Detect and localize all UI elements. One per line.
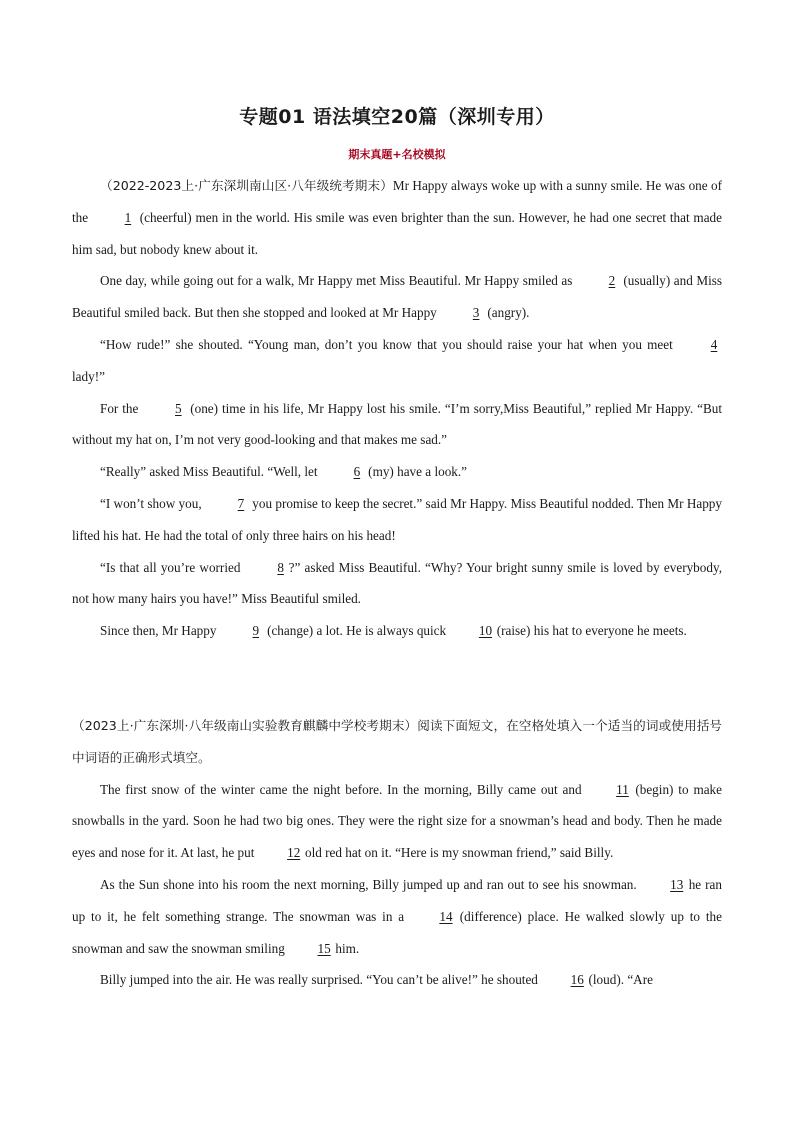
text: (difference) place. He walked slowly up to the snowman and saw the snowman smiling xyxy=(72,908,722,956)
text: him. xyxy=(332,940,360,956)
source-note xyxy=(72,710,722,774)
text: (angry). xyxy=(484,305,530,321)
blank-2: 2 xyxy=(608,273,616,289)
paragraph xyxy=(72,393,722,457)
blank-6: 6 xyxy=(353,464,361,480)
text: Since then, Mr Happy xyxy=(100,623,220,639)
text: (my) have a look.” xyxy=(364,464,468,480)
paragraph xyxy=(72,774,722,869)
text: (raise) his hat to everyone he meets. xyxy=(493,623,687,639)
text: he ran up to it, he felt something strange. The snowman was in a xyxy=(72,876,722,924)
text: (change) a lot. He is always quick xyxy=(263,623,450,639)
page-title: 专题01 语法填空20篇（深圳专用） xyxy=(239,106,555,128)
blank-16: 16 xyxy=(570,972,584,988)
text: (usually) and Miss Beautiful smiled back. But then she stopped and looked at Mr Happy xyxy=(72,273,722,321)
paragraph xyxy=(72,170,722,265)
blank-7: 7 xyxy=(237,495,245,511)
paragraph xyxy=(72,329,722,393)
paragraph xyxy=(72,456,722,488)
text: (one) time in his life, Mr Happy lost his smile. “I’m sorry,Miss Beautiful,” replied Mr Happy. “But without my hat on, I’m not very good-looking and that makes me sad.” xyxy=(72,400,722,448)
blank-4: 4 xyxy=(710,336,718,352)
blank-1: 1 xyxy=(124,209,132,225)
blank-14: 14 xyxy=(439,908,453,924)
text: “I won’t show you, xyxy=(100,495,205,511)
text: “Really” asked Miss Beautiful. “Well, let xyxy=(100,464,321,480)
text: (begin) to make snowballs in the yard. Soon he had two big ones. They were the right size for a snowman’s head and body. Then he made eyes and nose for it. At last, he put xyxy=(72,781,722,861)
blank-8: 8 xyxy=(277,559,284,575)
paragraph xyxy=(72,552,722,616)
text: “Is that all you’re worried xyxy=(100,559,245,575)
text: (cheerful) men in the world. His smile was even brighter than the sun. However, he had one secret that made him sad, but nobody knew about it. xyxy=(72,209,722,257)
paragraph xyxy=(72,615,722,647)
blank-10: 10 xyxy=(478,623,493,639)
text: As the Sun shone into his room the next morning, Billy jumped up and ran out to see his snowman. xyxy=(100,876,641,892)
text: “How rude!” she shouted. “Young man, don’t you know that you should raise your hat when you meet xyxy=(100,336,678,352)
passage-2 xyxy=(72,710,722,996)
blank-9: 9 xyxy=(252,623,260,639)
paragraph xyxy=(72,964,722,996)
source-note: （2022-2023上·广东深圳南山区·八年级统考期末） xyxy=(100,178,393,193)
text: ?” asked Miss Beautiful. “Why? Your bright sunny smile is loved by everybody, not how many hairs you have!” Miss Beautiful smiled. xyxy=(72,559,722,607)
text: For the xyxy=(100,400,143,416)
blank-3: 3 xyxy=(472,305,480,321)
text: Mr Happy always woke up with a sunny smile. He was one of the xyxy=(72,178,722,225)
blank-15: 15 xyxy=(317,940,331,956)
text: old red hat on it. “Here is my snowman friend,” said Billy. xyxy=(301,845,614,861)
blank-13: 13 xyxy=(670,876,684,892)
paragraph xyxy=(72,265,722,329)
paragraph xyxy=(72,488,722,552)
text: you promise to keep the secret.” said Mr Happy. Miss Beautiful nodded. Then Mr Happy lifted his hat. He had the total of only three hairs on his head! xyxy=(72,495,722,543)
paragraph xyxy=(72,869,722,964)
source-text: （2023上·广东深圳·八年级南山实验教育麒麟中学校考期末）阅读下面短文，在空格处填入一个适当的词或使用括号中词语的正确形式填空。 xyxy=(72,718,722,765)
blank-5: 5 xyxy=(175,400,182,416)
text: Billy jumped into the air. He was really surprised. “You can’t be alive!” he shouted xyxy=(100,972,542,988)
text: (loud). “Are xyxy=(585,972,653,988)
passage-1 xyxy=(72,170,722,647)
blank-12: 12 xyxy=(287,845,301,861)
blank-11: 11 xyxy=(616,781,629,797)
page-subtitle: 期末真题+名校模拟 xyxy=(348,148,446,161)
text: lady!” xyxy=(72,368,105,384)
text: One day, while going out for a walk, Mr Happy met Miss Beautiful. Mr Happy smiled as xyxy=(100,273,576,289)
text: The first snow of the winter came the night before. In the morning, Billy came out and xyxy=(100,781,587,797)
